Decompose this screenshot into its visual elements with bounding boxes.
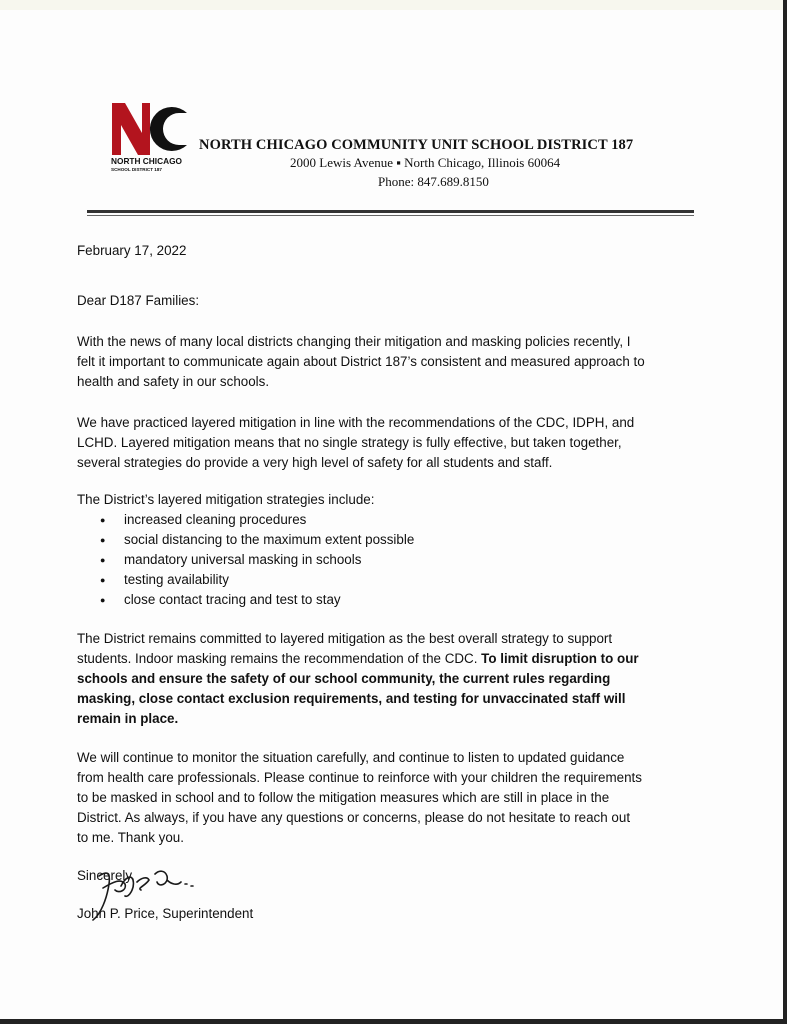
bold-text: To limit disruption to our	[481, 651, 639, 666]
list-item: ● increased cleaning procedures	[100, 510, 414, 530]
letter-date: February 17, 2022	[77, 243, 187, 258]
paragraph-line	[77, 649, 639, 669]
org-phone: Phone: 847.689.8150	[378, 174, 489, 189]
letterhead-divider-thin	[87, 215, 694, 216]
logo-mark-nc	[112, 103, 187, 155]
paragraph-line-bold: schools and ensure the safety of our school community, the current rules regarding	[77, 671, 611, 686]
paragraph-line: We have practiced layered mitigation in line with the recommendations of the CDC, IDPH, and	[77, 415, 635, 430]
paragraph-line: to me. Thank you.	[77, 830, 184, 845]
paragraph-line: several strategies do provide a very high level of safety for all students and staff.	[77, 455, 553, 470]
scan-bottom-edge	[0, 1019, 787, 1024]
list-item: ● testing availability	[100, 570, 414, 590]
paragraph-line: The District remains committed to layered mitigation as the best overall strategy to support	[77, 631, 613, 646]
district-logo	[109, 103, 191, 173]
closing: Sincerely,	[77, 868, 135, 883]
paragraph-line: District. As always, if you have any questions or concerns, please do not hesitate to reach out	[77, 810, 631, 825]
list-item: ● mandatory universal masking in schools	[100, 550, 414, 570]
signatory-name: John P. Price, Superintendent	[77, 906, 254, 921]
paragraph-line-bold: remain in place.	[77, 711, 179, 726]
list-item: ● close contact tracing and test to stay	[100, 590, 414, 610]
paragraph-line: felt it important to communicate again about District 187’s consistent and measured approach to	[77, 354, 645, 369]
paragraph-line: With the news of many local districts changing their mitigation and masking policies recently, I	[77, 334, 631, 349]
scan-top-strip	[0, 0, 787, 10]
plain-text: students. Indoor masking remains the recommendation of the CDC.	[77, 651, 482, 666]
paragraph-line: health and safety in our schools.	[77, 374, 270, 389]
org-name: NORTH CHICAGO COMMUNITY UNIT SCHOOL DISTRICT 187	[199, 137, 634, 153]
paragraph-line: to be masked in school and to follow the mitigation measures which are still in place in the	[77, 790, 610, 805]
strategies-intro: The District’s layered mitigation strategies include:	[77, 492, 375, 507]
list-item: ● social distancing to the maximum extent possible	[100, 530, 414, 550]
org-address: 2000 Lewis Avenue ▪ North Chicago, Illinois 60064	[290, 155, 561, 170]
salutation: Dear D187 Families:	[77, 293, 200, 308]
logo-sub-text: SCHOOL DISTRICT 187	[111, 167, 162, 172]
paragraph-line-bold: masking, close contact exclusion requirements, and testing for unvaccinated staff will	[77, 691, 626, 706]
scan-right-edge	[783, 0, 787, 1024]
paragraph-line: LCHD. Layered mitigation means that no single strategy is fully effective, but taken together,	[77, 435, 622, 450]
strategies-list	[100, 510, 414, 610]
paragraph-line: from health care professionals. Please continue to reinforce with your children the requirements	[77, 770, 642, 785]
letterhead-divider	[87, 210, 694, 213]
paragraph-line: We will continue to monitor the situation carefully, and continue to listen to updated guidance	[77, 750, 625, 765]
logo-name-text: NORTH CHICAGO	[111, 156, 182, 166]
